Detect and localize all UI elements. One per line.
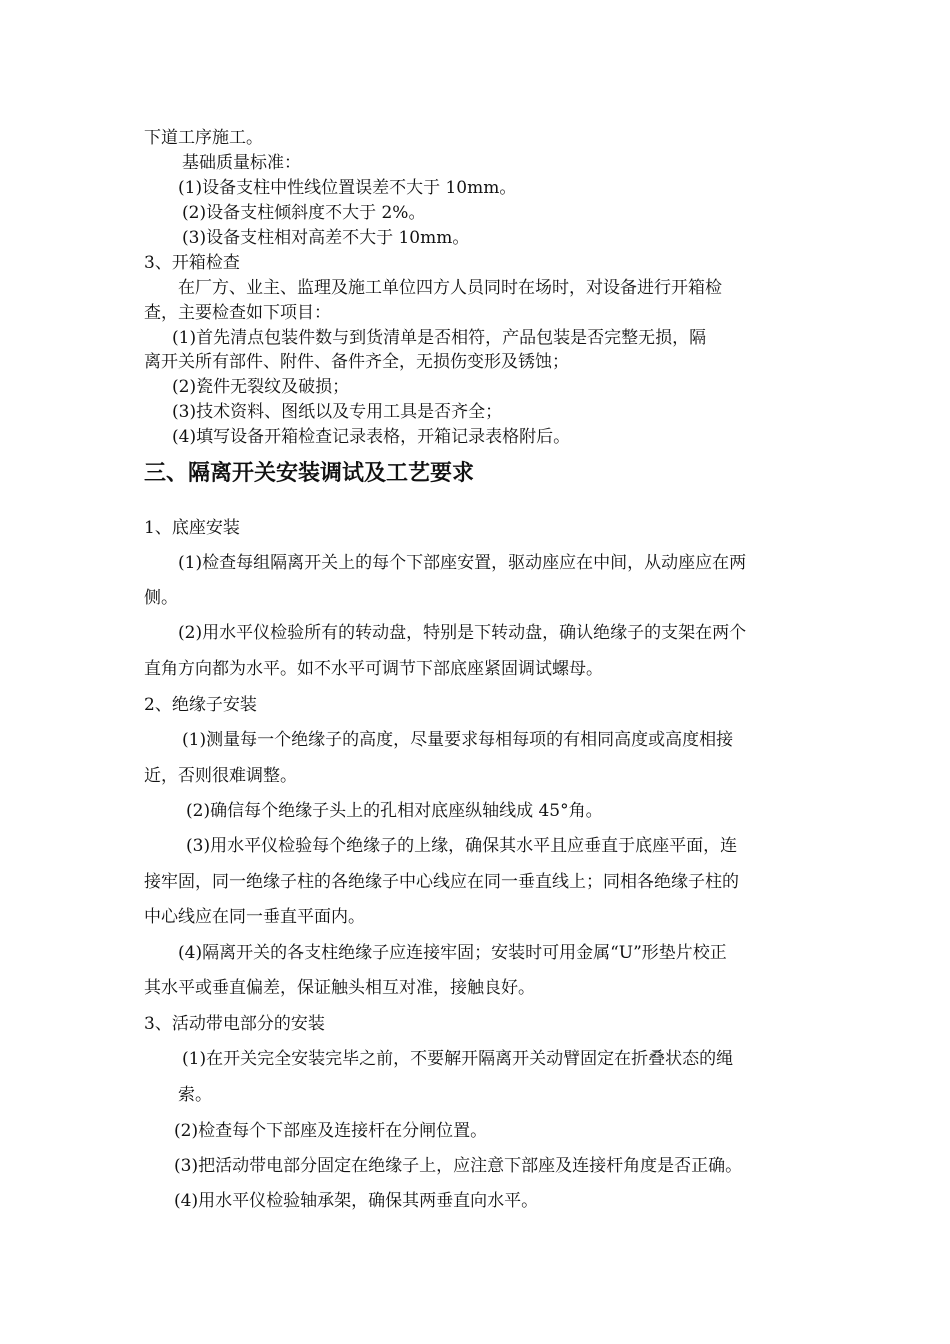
base-installation-title: 1、底座安装 xyxy=(144,518,240,538)
insulator-item-3-line-1: (3)用水平仪检验每个绝缘子的上缘，确保其水平且应垂直于底座平面，连 xyxy=(186,836,738,856)
unpacking-title: 3、开箱检查 xyxy=(144,253,240,273)
live-parts-item-1-line-1: (1)在开关完全安装完毕之前，不要解开隔离开关动臂固定在折叠状态的绳 xyxy=(182,1049,734,1069)
live-parts-item-1-line-2: 索。 xyxy=(178,1085,212,1105)
unpacking-item-1-line-2: 离开关所有部件、附件、备件齐全，无损伤变形及锈蚀； xyxy=(144,352,569,372)
unpacking-item-4: (4)填写设备开箱检查记录表格，开箱记录表格附后。 xyxy=(172,427,571,447)
insulator-item-3-line-2: 接牢固，同一绝缘子柱的各绝缘子中心线应在同一垂直线上；同相各绝缘子柱的 xyxy=(144,872,739,892)
live-parts-item-3: (3)把活动带电部分固定在绝缘子上，应注意下部座及连接杆角度是否正确。 xyxy=(174,1156,743,1176)
continuation-text: 下道工序施工。 xyxy=(144,128,263,148)
unpacking-paragraph-line-2: 查，主要检查如下项目： xyxy=(144,303,331,323)
base-item-1-line-1: (1)检查每组隔离开关上的每个下部座安置，驱动座应在中间，从动座应在两 xyxy=(178,553,747,573)
unpacking-item-3: (3)技术资料、图纸以及专用工具是否齐全； xyxy=(172,402,503,422)
insulator-item-2: (2)确信每个绝缘子头上的孔相对底座纵轴线成 45°角。 xyxy=(186,801,603,821)
insulator-item-4-line-1: (4)隔离开关的各支柱绝缘子应连接牢固；安装时可用金属“U”形垫片校正 xyxy=(178,943,727,963)
foundation-item-1: (1)设备支柱中性线位置误差不大于 10mm。 xyxy=(178,178,517,198)
insulator-item-1-line-1: (1)测量每一个绝缘子的高度，尽量要求每相每项的有相同高度或高度相接 xyxy=(182,730,734,750)
foundation-item-2: (2)设备支柱倾斜度不大于 2%。 xyxy=(182,203,426,223)
live-parts-item-4: (4)用水平仪检验轴承架，确保其两垂直向水平。 xyxy=(174,1191,539,1211)
unpacking-item-1-line-1: (1)首先清点包装件数与到货清单是否相符，产品包装是否完整无损，隔 xyxy=(172,328,707,348)
live-parts-item-2: (2)检查每个下部座及连接杆在分闸位置。 xyxy=(174,1121,488,1141)
insulator-item-1-line-2: 近，否则很难调整。 xyxy=(144,766,297,786)
insulator-item-3-line-3: 中心线应在同一垂直平面内。 xyxy=(144,907,365,927)
base-item-1-line-2: 侧。 xyxy=(144,588,178,608)
section-heading: 三、隔离开关安装调试及工艺要求 xyxy=(144,461,475,486)
live-parts-installation-title: 3、活动带电部分的安装 xyxy=(144,1014,325,1034)
foundation-item-3: (3)设备支柱相对高差不大于 10mm。 xyxy=(182,228,470,248)
foundation-quality-title: 基础质量标准： xyxy=(182,153,301,173)
unpacking-paragraph-line-1: 在厂方、业主、监理及施工单位四方人员同时在场时，对设备进行开箱检 xyxy=(178,278,722,298)
insulator-item-4-line-2: 其水平或垂直偏差，保证触头相互对准，接触良好。 xyxy=(144,978,535,998)
insulator-installation-title: 2、绝缘子安装 xyxy=(144,695,257,715)
base-item-2-line-1: (2)用水平仪检验所有的转动盘，特别是下转动盘，确认绝缘子的支架在两个 xyxy=(178,623,747,643)
unpacking-item-2: (2)瓷件无裂纹及破损； xyxy=(172,377,350,397)
base-item-2-line-2: 直角方向都为水平。如不水平可调节下部底座紧固调试螺母。 xyxy=(144,659,603,679)
